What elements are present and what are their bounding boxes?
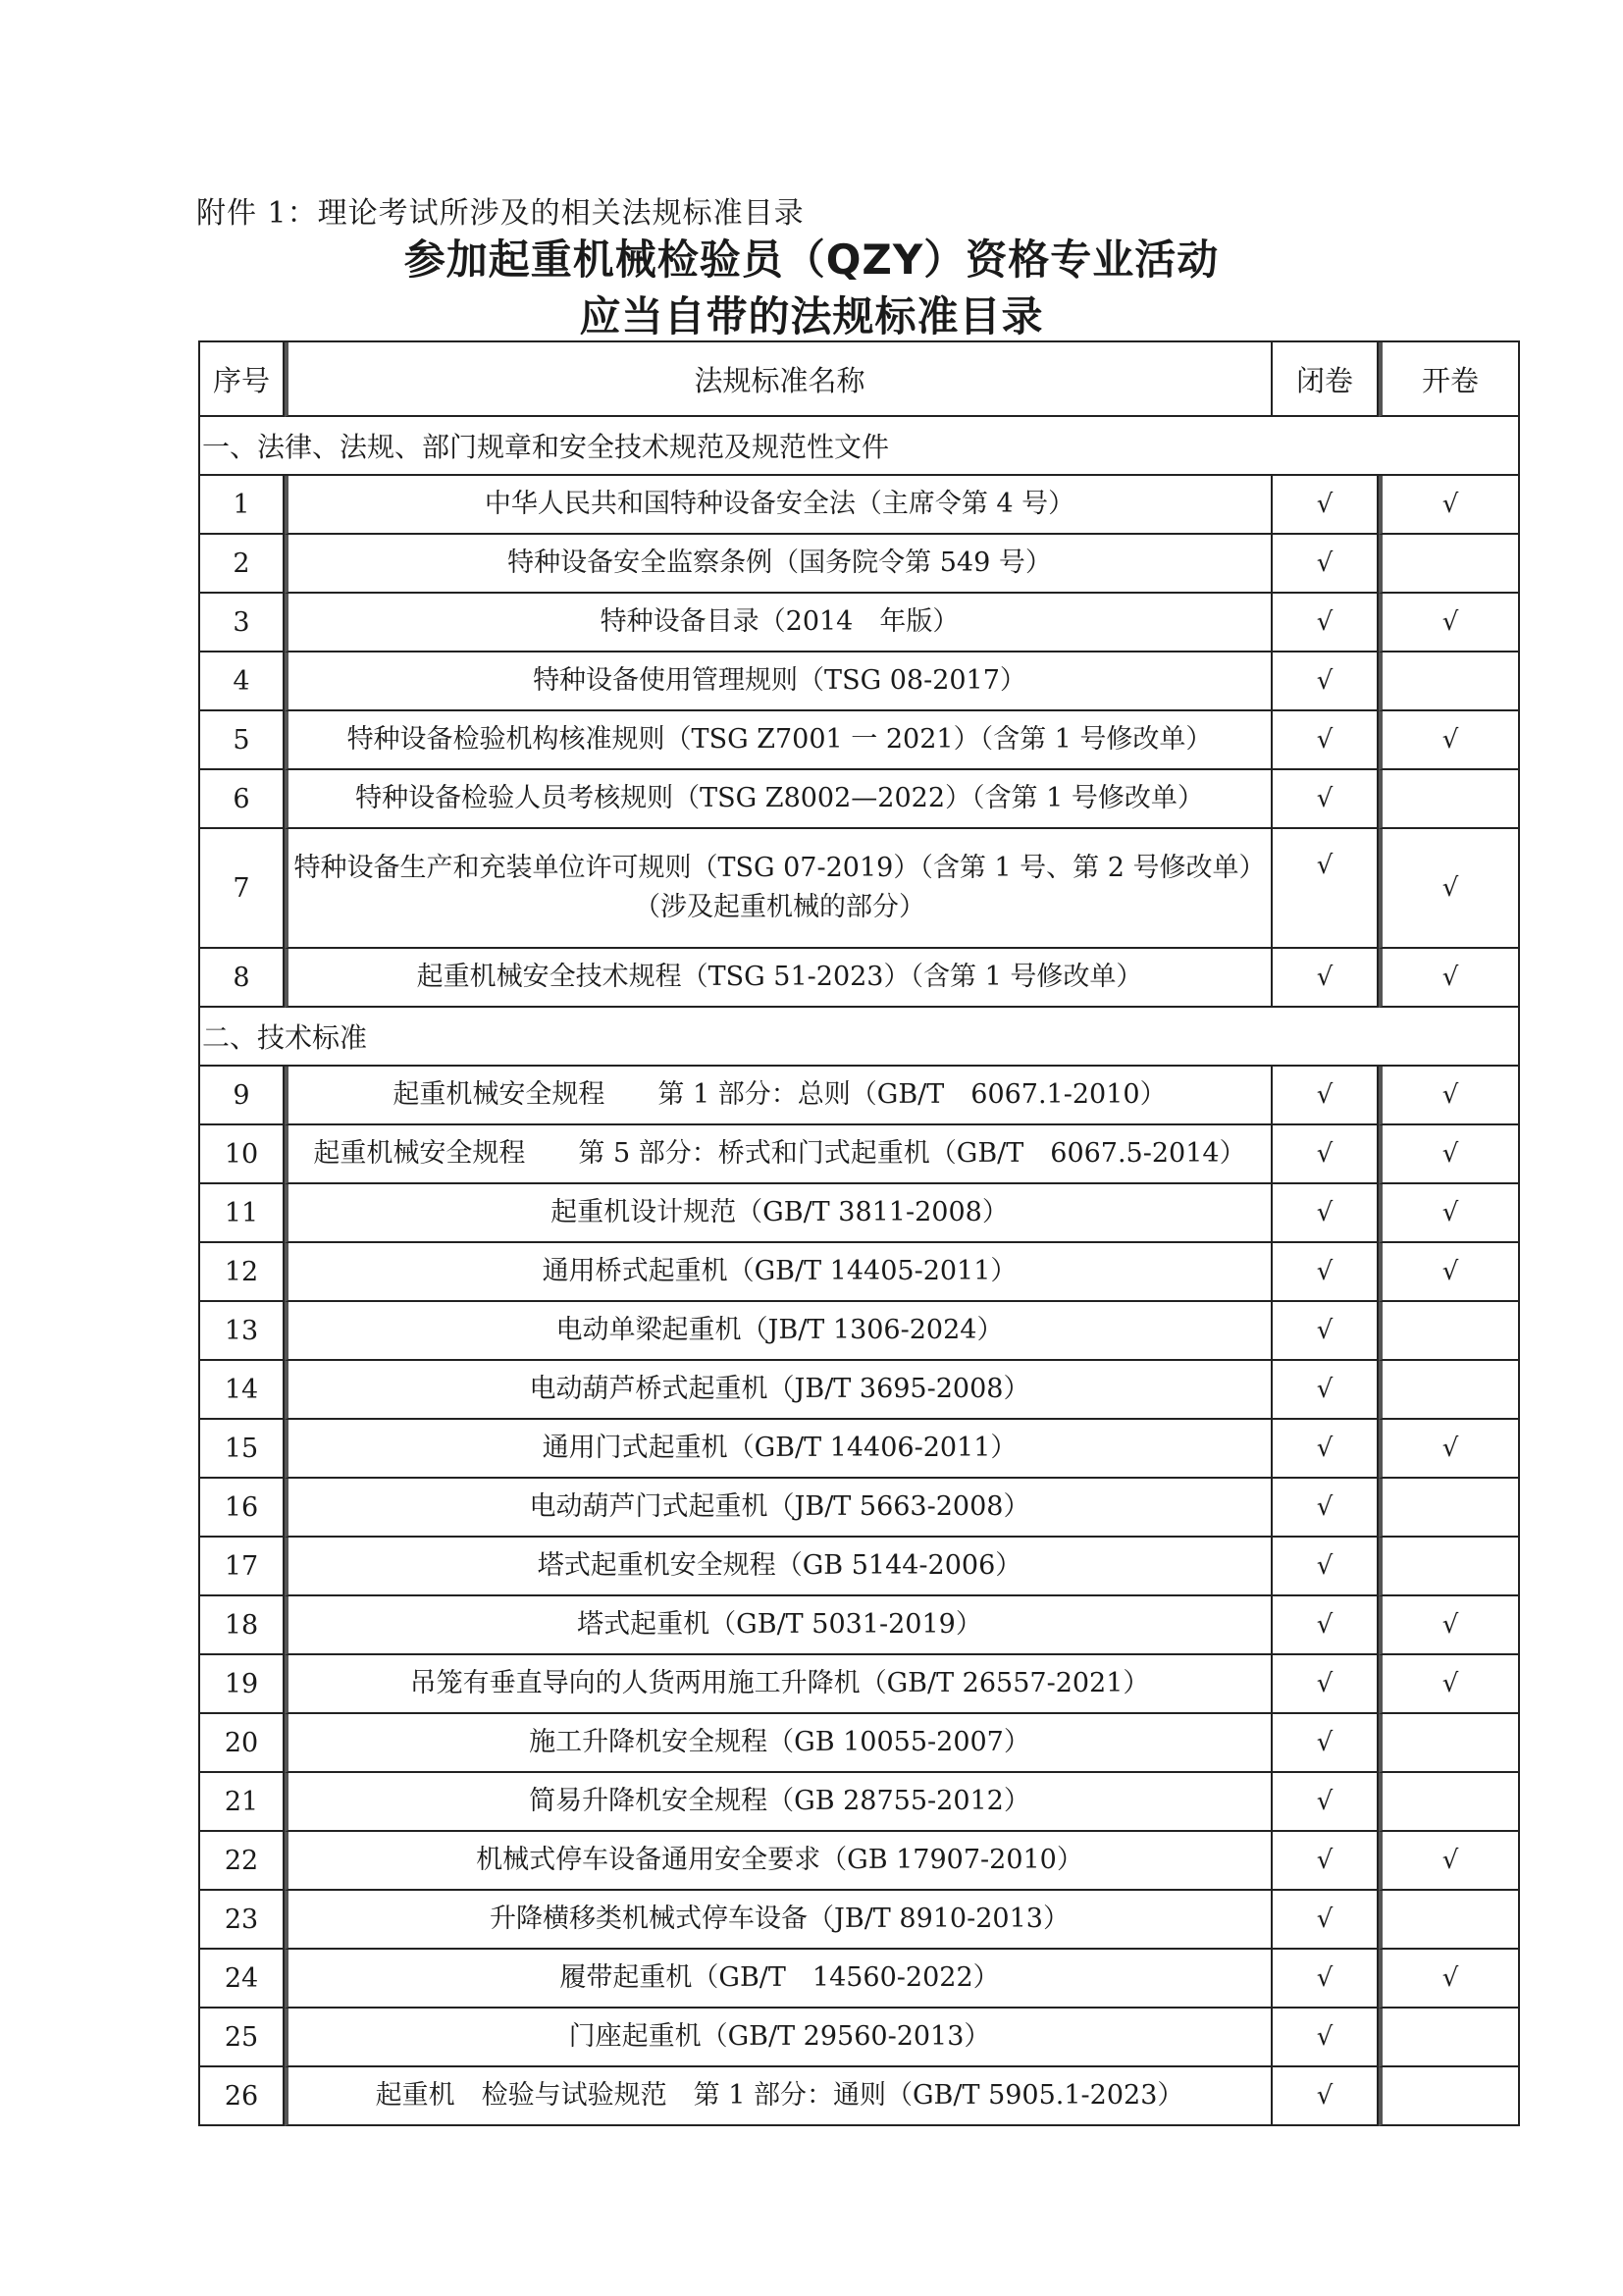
closed-book-check: √ [1273, 652, 1379, 711]
open-book-check [1379, 535, 1520, 594]
closed-book-check: √ [1273, 1067, 1379, 1125]
closed-book-check: √ [1273, 535, 1379, 594]
row-number: 24 [200, 1950, 285, 2009]
table-row [200, 1067, 1520, 1125]
open-book-check: √ [1379, 1950, 1520, 2009]
row-number: 14 [200, 1361, 285, 1420]
row-number: 18 [200, 1596, 285, 1655]
closed-book-check: √ [1273, 1125, 1379, 1184]
table-row [200, 1950, 1520, 2009]
table-row [200, 1538, 1520, 1596]
table-row [200, 652, 1520, 711]
table-row [200, 476, 1520, 535]
open-book-check [1379, 1302, 1520, 1361]
table-row [200, 1302, 1520, 1361]
regulation-name: 塔式起重机安全规程（GB 5144-2006） [285, 1538, 1273, 1596]
regulation-name: 特种设备检验机构核准规则（TSG Z7001 一 2021）（含第 1 号修改单） [285, 711, 1273, 770]
closed-book-check: √ [1273, 1773, 1379, 1832]
table-row [200, 2067, 1520, 2126]
closed-book-check: √ [1273, 2009, 1379, 2067]
row-number: 5 [200, 711, 285, 770]
regulation-name: 特种设备使用管理规则（TSG 08-2017） [285, 652, 1273, 711]
closed-book-check: √ [1273, 770, 1379, 829]
row-number: 21 [200, 1773, 285, 1832]
regulation-name: 电动单梁起重机（JB/T 1306-2024） [285, 1302, 1273, 1361]
document-subtitle: 应当自带的法规标准目录 [579, 292, 1044, 340]
regulation-name: 履带起重机（GB/T 14560-2022） [285, 1950, 1273, 2009]
open-book-check: √ [1379, 1243, 1520, 1302]
open-book-check [1379, 1361, 1520, 1420]
open-book-check: √ [1379, 1184, 1520, 1243]
open-book-check [1379, 1714, 1520, 1773]
closed-book-check: √ [1273, 476, 1379, 535]
open-book-check [1379, 1891, 1520, 1950]
open-book-check: √ [1379, 476, 1520, 535]
regulation-name: 中华人民共和国特种设备安全法（主席令第 4 号） [285, 476, 1273, 535]
section-title: 二、技术标准 [200, 1008, 1520, 1067]
table-row [200, 1832, 1520, 1891]
open-book-check: √ [1379, 711, 1520, 770]
row-number: 9 [200, 1067, 285, 1125]
regulation-name: 通用门式起重机（GB/T 14406-2011） [285, 1420, 1273, 1479]
regulation-name: 门座起重机（GB/T 29560-2013） [285, 2009, 1273, 2067]
row-number: 23 [200, 1891, 285, 1950]
closed-book-check: √ [1273, 1361, 1379, 1420]
table-row [200, 1891, 1520, 1950]
open-book-check [1379, 652, 1520, 711]
closed-book-check: √ [1273, 594, 1379, 652]
row-number: 4 [200, 652, 285, 711]
table-row [200, 535, 1520, 594]
open-book-check: √ [1379, 1067, 1520, 1125]
open-book-check [1379, 1479, 1520, 1538]
regulation-name: 特种设备检验人员考核规则（TSG Z8002—2022）（含第 1 号修改单） [285, 770, 1273, 829]
closed-book-check: √ [1273, 829, 1379, 949]
closed-book-check: √ [1273, 1891, 1379, 1950]
row-number: 2 [200, 535, 285, 594]
section-title: 一、法律、法规、部门规章和安全技术规范及规范性文件 [200, 417, 1520, 476]
row-number: 6 [200, 770, 285, 829]
row-number: 12 [200, 1243, 285, 1302]
table-row [200, 1773, 1520, 1832]
regulation-name: 特种设备目录（2014 年版） [285, 594, 1273, 652]
regulation-name: 特种设备生产和充装单位许可规则（TSG 07-2019）（含第 1 号、第 2 号修改单）（涉及起重机械的部分） [285, 829, 1273, 949]
table-row [200, 1596, 1520, 1655]
column-header-open: 开卷 [1379, 342, 1520, 417]
attachment-label: 附件 1：理论考试所涉及的相关法规标准目录 [196, 196, 805, 231]
table-row [200, 1125, 1520, 1184]
closed-book-check: √ [1273, 711, 1379, 770]
table-row [200, 1243, 1520, 1302]
regulation-name: 机械式停车设备通用安全要求（GB 17907-2010） [285, 1832, 1273, 1891]
regulation-name: 起重机设计规范（GB/T 3811-2008） [285, 1184, 1273, 1243]
row-number: 13 [200, 1302, 285, 1361]
regulation-name: 起重机械安全规程 第 1 部分：总则（GB/T 6067.1-2010） [285, 1067, 1273, 1125]
document-title: 参加起重机械检验员（QZY）资格专业活动 [403, 235, 1220, 284]
table-row [200, 1420, 1520, 1479]
row-number: 26 [200, 2067, 285, 2126]
open-book-check [1379, 1538, 1520, 1596]
closed-book-check: √ [1273, 949, 1379, 1008]
regulation-name: 起重机械安全技术规程（TSG 51-2023）（含第 1 号修改单） [285, 949, 1273, 1008]
open-book-check: √ [1379, 1832, 1520, 1891]
open-book-check: √ [1379, 1655, 1520, 1714]
open-book-check [1379, 2009, 1520, 2067]
regulation-name: 起重机 检验与试验规范 第 1 部分：通则（GB/T 5905.1-2023） [285, 2067, 1273, 2126]
regulation-name: 施工升降机安全规程（GB 10055-2007） [285, 1714, 1273, 1773]
closed-book-check: √ [1273, 1184, 1379, 1243]
table-row [200, 1655, 1520, 1714]
open-book-check: √ [1379, 1125, 1520, 1184]
table-row [200, 1479, 1520, 1538]
row-number: 15 [200, 1420, 285, 1479]
open-book-check [1379, 1773, 1520, 1832]
row-number: 25 [200, 2009, 285, 2067]
table-row [200, 1361, 1520, 1420]
table-row [200, 2009, 1520, 2067]
row-number: 17 [200, 1538, 285, 1596]
closed-book-check: √ [1273, 2067, 1379, 2126]
table-row [200, 770, 1520, 829]
closed-book-check: √ [1273, 1538, 1379, 1596]
regulation-name: 电动葫芦桥式起重机（JB/T 3695-2008） [285, 1361, 1273, 1420]
open-book-check: √ [1379, 1420, 1520, 1479]
open-book-check [1379, 2067, 1520, 2126]
row-number: 10 [200, 1125, 285, 1184]
regulation-name: 电动葫芦门式起重机（JB/T 5663-2008） [285, 1479, 1273, 1538]
regulation-name: 通用桥式起重机（GB/T 14405-2011） [285, 1243, 1273, 1302]
closed-book-check: √ [1273, 1302, 1379, 1361]
table-row [200, 594, 1520, 652]
table-header-row [200, 342, 1520, 417]
regulation-name: 吊笼有垂直导向的人货两用施工升降机（GB/T 26557-2021） [285, 1655, 1273, 1714]
column-header-closed: 闭卷 [1273, 342, 1379, 417]
table-row [200, 711, 1520, 770]
closed-book-check: √ [1273, 1655, 1379, 1714]
row-number: 7 [200, 829, 285, 949]
closed-book-check: √ [1273, 1479, 1379, 1538]
row-number: 19 [200, 1655, 285, 1714]
table-row [200, 949, 1520, 1008]
closed-book-check: √ [1273, 1596, 1379, 1655]
regulations-table-body [200, 342, 1520, 2126]
row-number: 11 [200, 1184, 285, 1243]
regulation-name: 简易升降机安全规程（GB 28755-2012） [285, 1773, 1273, 1832]
row-number: 20 [200, 1714, 285, 1773]
regulations-table [198, 340, 1520, 2126]
closed-book-check: √ [1273, 1243, 1379, 1302]
closed-book-check: √ [1273, 1714, 1379, 1773]
row-number: 16 [200, 1479, 285, 1538]
regulation-name: 塔式起重机（GB/T 5031-2019） [285, 1596, 1273, 1655]
closed-book-check: √ [1273, 1420, 1379, 1479]
section-header-row [200, 1008, 1520, 1067]
open-book-check: √ [1379, 949, 1520, 1008]
section-header-row [200, 417, 1520, 476]
table-row [200, 1184, 1520, 1243]
open-book-check [1379, 770, 1520, 829]
column-header-name: 法规标准名称 [285, 342, 1273, 417]
row-number: 8 [200, 949, 285, 1008]
open-book-check: √ [1379, 1596, 1520, 1655]
open-book-check: √ [1379, 829, 1520, 949]
column-header-no: 序号 [200, 342, 285, 417]
regulation-name: 起重机械安全规程 第 5 部分：桥式和门式起重机（GB/T 6067.5-2014） [285, 1125, 1273, 1184]
table-row [200, 829, 1520, 949]
row-number: 1 [200, 476, 285, 535]
regulation-name: 特种设备安全监察条例（国务院令第 549 号） [285, 535, 1273, 594]
closed-book-check: √ [1273, 1832, 1379, 1891]
table-row [200, 1714, 1520, 1773]
regulation-name: 升降横移类机械式停车设备（JB/T 8910-2013） [285, 1891, 1273, 1950]
open-book-check: √ [1379, 594, 1520, 652]
closed-book-check: √ [1273, 1950, 1379, 2009]
row-number: 3 [200, 594, 285, 652]
row-number: 22 [200, 1832, 285, 1891]
